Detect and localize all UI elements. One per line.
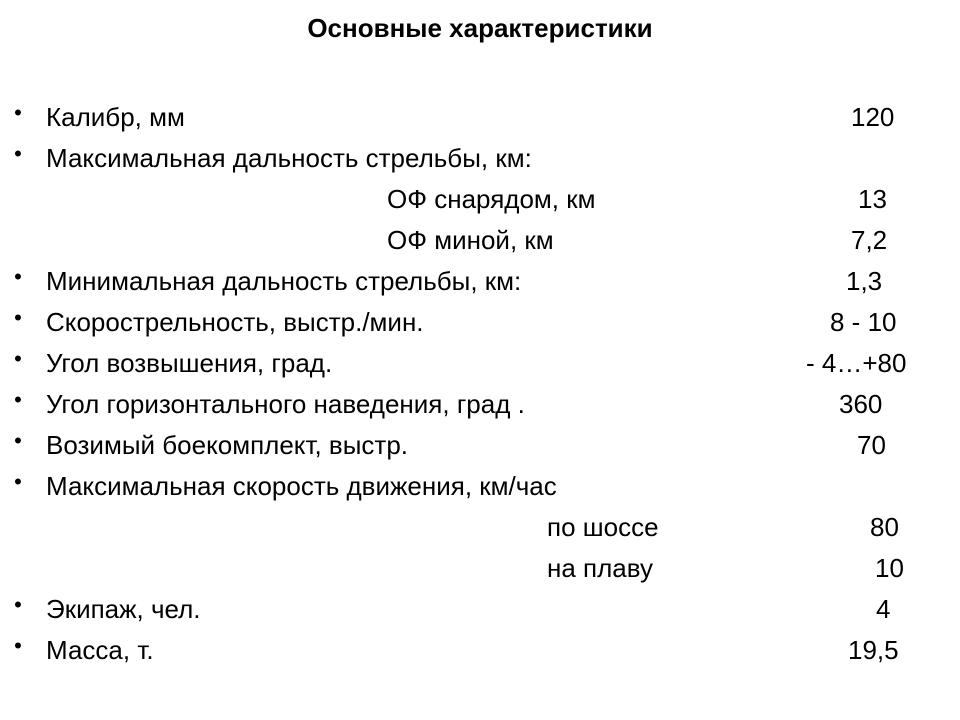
item-value: 70 — [857, 430, 886, 460]
item-value: 360 — [839, 389, 883, 419]
item-label: Угол возвышения, град. — [46, 348, 333, 378]
item-value: 4 — [876, 594, 891, 624]
item-value: 7,2 — [851, 225, 888, 255]
item-label: Скорострельность, выстр./мин. — [46, 307, 424, 337]
item-label: Экипаж, чел. — [46, 594, 201, 624]
item-label: Максимальная скорость движения, км/час — [46, 471, 557, 501]
item-value: 19,5 — [848, 635, 899, 665]
item-value: 13 — [858, 184, 887, 214]
bullet-icon: • — [14, 387, 22, 412]
item-label: Возимый боекомплект, выстр. — [46, 430, 409, 460]
item-value: 10 — [875, 553, 904, 583]
list-item-crew — [0, 589, 960, 629]
bullet-icon: • — [14, 305, 22, 330]
list-item-max-range — [0, 138, 960, 178]
item-label: ОФ снарядом, км — [387, 184, 596, 214]
bullet-icon: • — [14, 264, 22, 289]
list-item-ammunition — [0, 425, 960, 465]
item-label: Калибр, мм — [46, 102, 185, 132]
sub-item-he-shell — [0, 179, 960, 219]
sub-item-afloat — [0, 548, 960, 588]
list-item-mass — [0, 630, 960, 670]
item-label: Масса, т. — [46, 635, 154, 665]
list-item-elevation — [0, 343, 960, 383]
item-label: по шоссе — [547, 512, 659, 542]
sub-item-highway — [0, 507, 960, 547]
list-item-max-speed — [0, 466, 960, 506]
item-value: 1,3 — [846, 266, 883, 296]
item-label: ОФ миной, км — [387, 225, 554, 255]
item-label: Минимальная дальность стрельбы, км: — [46, 266, 522, 296]
item-value: 8 - 10 — [830, 307, 897, 337]
bullet-icon: • — [14, 100, 22, 125]
bullet-icon: • — [14, 469, 22, 494]
bullet-icon: • — [14, 592, 22, 617]
sub-item-he-mine — [0, 220, 960, 260]
bullet-icon: • — [14, 346, 22, 371]
list-item-rate-of-fire — [0, 302, 960, 342]
bullet-icon: • — [14, 141, 22, 166]
list-item-traverse — [0, 384, 960, 424]
bullet-icon: • — [14, 428, 22, 453]
item-label: на плаву — [547, 553, 653, 583]
list-item-min-range — [0, 261, 960, 301]
slide-title: Основные характеристики — [307, 13, 653, 43]
item-value: 120 — [851, 102, 895, 132]
item-value: - 4…+80 — [806, 348, 907, 378]
bullet-icon: • — [14, 633, 22, 658]
item-value: 80 — [870, 512, 899, 542]
item-label: Максимальная дальность стрельбы, км: — [46, 143, 532, 173]
list-item-caliber — [0, 97, 960, 137]
item-label: Угол горизонтального наведения, град . — [46, 389, 525, 419]
